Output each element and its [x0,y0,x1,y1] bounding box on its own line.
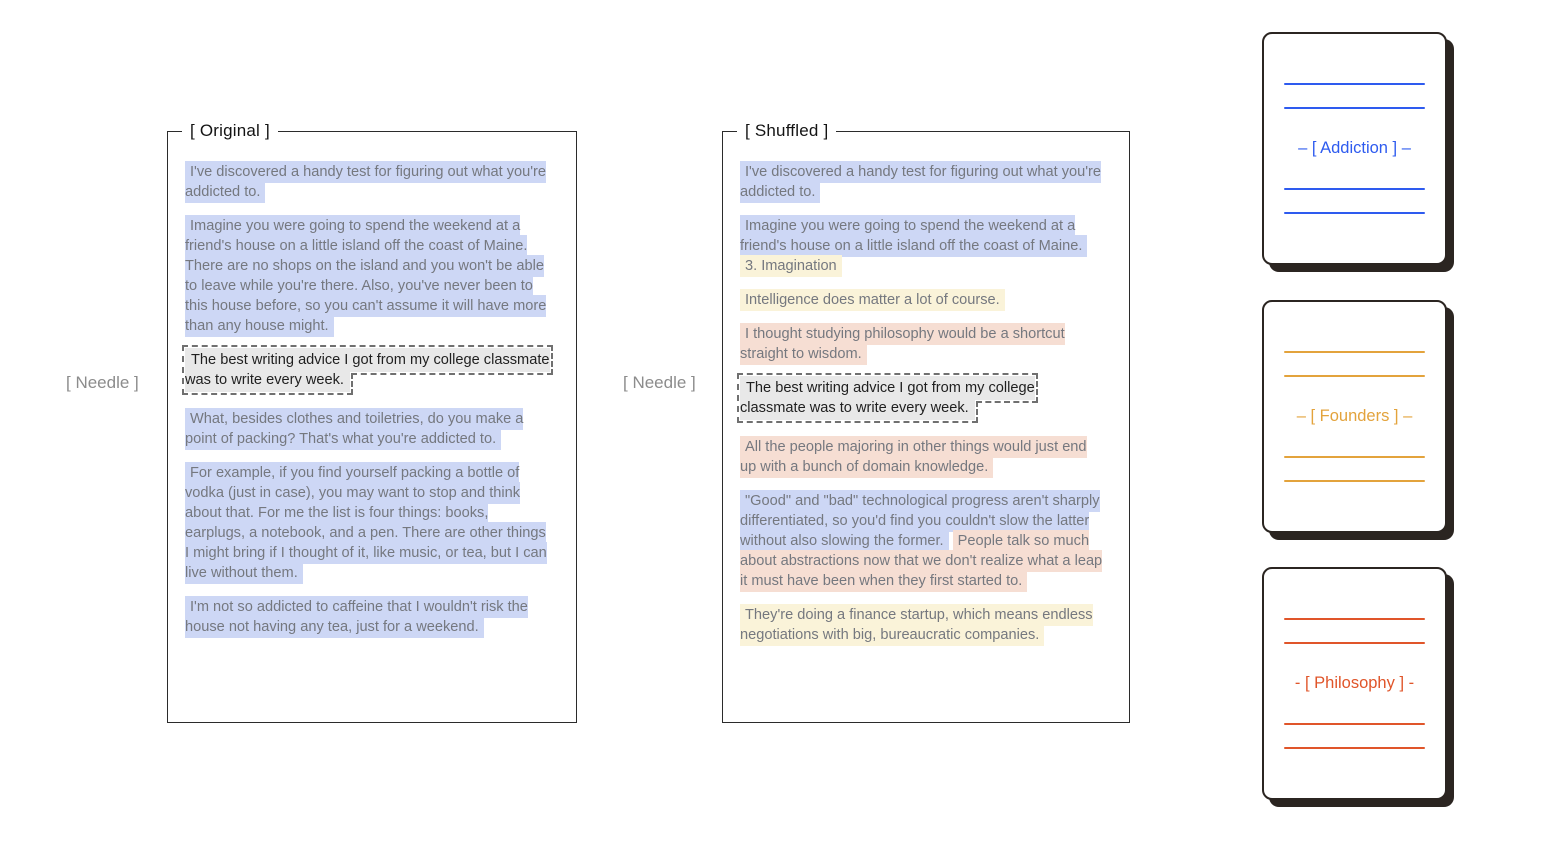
source-card-founders [1262,300,1447,533]
panel-body-original [185,162,550,637]
document-line [1284,351,1425,353]
panel-title-shuffled: [ Shuffled ] [737,121,836,141]
document-line [1284,642,1425,644]
source-card-addiction [1262,32,1447,265]
document-line [1284,456,1425,458]
paragraph [740,290,1103,310]
source-card-philosophy [1262,567,1447,800]
paragraph [185,216,550,336]
highlight-addiction: Imagine you were going to spend the weekend at a friend's house on a little island off the coast of Maine. There are no shops on the island and you won't be able to leave while you're there. Also, you've never been to this house before, so you can't assume it will have more than any house might. [185,215,546,337]
document-line [1284,188,1425,190]
paragraph [185,463,550,583]
panel-original [167,121,577,723]
highlight-philosophy: All the people majoring in other things would just end up with a bunch of domain knowledge. [740,436,1087,478]
paragraph [740,605,1103,645]
highlight-addiction: Imagine you were going to spend the weekend at a friend's house on a little island off the coast of Maine. [740,215,1087,257]
highlight-addiction: I'm not so addicted to caffeine that I wouldn't risk the house not having any tea, just for a weekend. [185,596,528,638]
panel-title-original: [ Original ] [182,121,278,141]
document-line [1284,83,1425,85]
source-card-label-addiction: – [ Addiction ] – [1298,139,1411,157]
highlight-addiction: For example, if you find yourself packing a bottle of vodka (just in case), you may want to stop and think about that. For me the list is four things: books, earplugs, a notebook, and a pen. There are other things I might bring if I thought of it, like music, or tea, but I can live without them. [185,462,547,584]
highlight-addiction: What, besides clothes and toiletries, do you make a point of packing? That's what you're addicted to. [185,408,523,450]
document-line [1284,723,1425,725]
paragraph [185,597,550,637]
highlight-addiction: I've discovered a handy test for figuring out what you're addicted to. [185,161,546,203]
document-line [1284,375,1425,377]
document-line [1284,747,1425,749]
panel-shuffled [722,121,1130,723]
paragraph [740,216,1103,276]
source-card-label-founders: – [ Founders ] – [1296,407,1413,425]
needle-sentence: The best writing advice I got from my college classmate was to write every week. [740,376,1035,420]
paragraph [740,491,1103,591]
panel-body-shuffled [740,162,1103,645]
paragraph [740,324,1103,364]
document-line [1284,480,1425,482]
highlight-addiction: "Good" and "bad" technological progress aren't sharply differentiated, so you'd find you couldn't slow the latter without also slowing the former. [740,490,1100,552]
highlight-addiction: I've discovered a handy test for figuring out what you're addicted to. [740,161,1101,203]
highlight-philosophy: I thought studying philosophy would be a shortcut straight to wisdom. [740,323,1065,365]
paragraph [740,162,1103,202]
paragraph [185,409,550,449]
paragraph [740,437,1103,477]
document-line [1284,107,1425,109]
needle-label: [ Needle ] [66,373,139,392]
highlight-founders: They're doing a finance startup, which means endless negotiations with big, bureaucratic companies. [740,604,1093,646]
paragraph [185,350,550,390]
needle-sentence: The best writing advice I got from my college classmate was to write every week. [185,348,550,392]
document-line [1284,618,1425,620]
needle-label: [ Needle ] [623,373,696,392]
highlight-founders: Intelligence does matter a lot of course. [740,289,1005,311]
highlight-philosophy: People talk so much about abstractions now that we don't realize what a leap it must have been when they first started to. [740,530,1102,592]
source-card-label-philosophy: - [ Philosophy ] - [1294,674,1415,692]
highlight-founders: 3. Imagination [740,255,842,277]
paragraph [740,378,1103,418]
document-line [1284,212,1425,214]
paragraph [185,162,550,202]
